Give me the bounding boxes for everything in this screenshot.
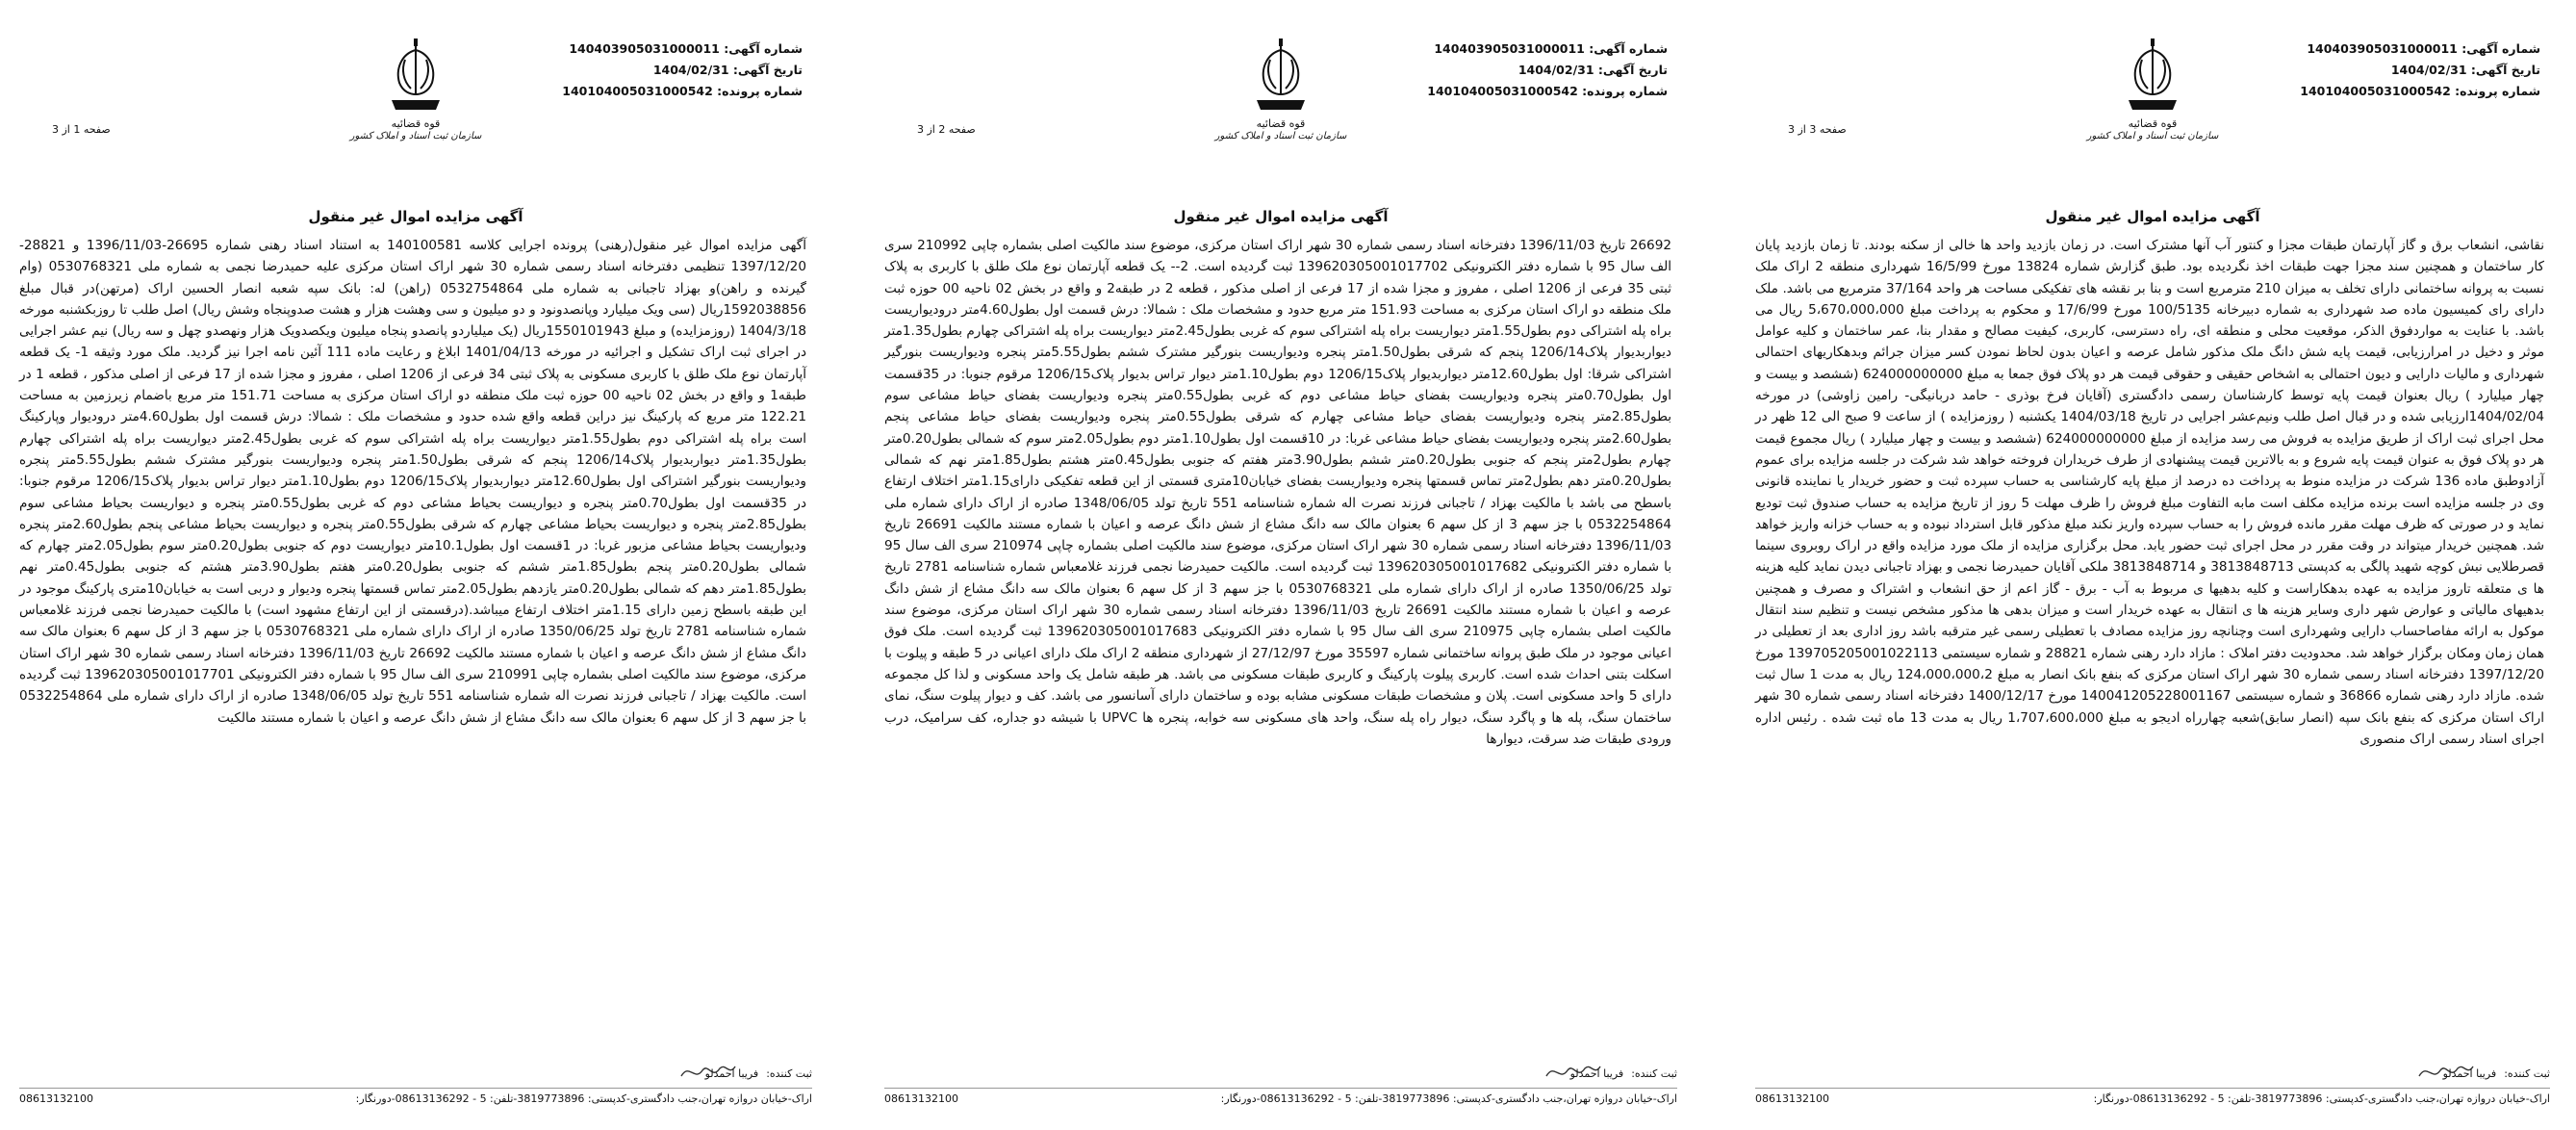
notice-number: شماره آگهی: 140403905031000011 xyxy=(2307,41,2540,56)
judiciary-label: قوه قضائیه xyxy=(391,117,441,130)
notice-body: 26692 تاریخ 1396/11/03 دفترخانه اسناد رسمی شماره 30 شهر اراک استان مرکزی، موضوع سند مالکیت اصلی بشماره چاپی 210992 سری الف سال 95 با شماره دفتر الکترونیکی 139620305001017702 ثبت گردیده است. 2-- یک قطعه آپارتمان نوع ملک طلق با کاربری به پلاک ثبتی 35 فرعی از 1206 اصلی ، مفروز و مجزا شده از 17 فرعی از اصلی مذکور ، قطعه 2 در طبقه2 و واقع در بخش 02 ناحیه 00 حوزه ثبت ملک منطقه دو اراک استان مرکزی به مساحت 151.93 متر مربع حدود و مشخصات ملک : شمالا: درش قسمت اول بطول4.60متر درودیواریست براه پله اشتراکی دوم بطول1.55متر دیواریست براه پله اشتراکی سوم که غربی بطول2.45متر دیواریست براه پله اشتراکی چهارم بطول1.35متر دیواربدیوار پلاک1206/14 پنجم که شرقی بطول1.50متر پنجره ودیواریست بنورگیر مشترک ششم بطول5.55متر پنجره ودیواریست بنورگیر اشتراکی شرقا: اول بطول12.60متر دیواربدیوار پلاک1206/15 دوم بطول1.10متر دیوار تراس بدیوار پلاک1206/15 مرقوم جنوبا: در 35قسمت اول بطول0.70متر پنجره ودیواریست بفضای حیاط مشاعی دوم که غربی بطول0.55متر پنجره ودیواریست بفضای حیاط مشاعی سوم بطول2.85متر پنجره ودیواریست بفضای حیاط مشاعی چهارم که شرقی بطول0.55متر پنجره ودیواریست بفضای حیاط مشاعی پنجم بطول2.60متر پنجره ودیواریست بفضای حیاط مشاعی غربا: در 10قسمت اول بطول1.10متر دوم بطول2.05متر سوم که شمالی بطول0.20متر چهارم بطول2متر پنجم که جنوبی بطول0.20متر ششم بطول3.90متر هفتم که جنوبی بطول0.45متر هشتم بطول1.85متر نهم که شمالی بطول0.20متر دهم بطول2متر تماس قسمتها پنجره ودیواریست بفضای خیابان10متری قسمتی از این قطعه تفکیکی دارای1.15متر اختلاف ارتفاع باسطح می باشد با مالکیت بهزاد / تاجبانی فرزند نصرت اله شماره شناسنامه 551 تاریخ تولد 1348/06/05 صادره از اراک دارای شماره ملی 0532254864 با جز سهم 3 از کل سهم 6 بعنوان مالک سه دانگ مشاع از شش دانگ عرصه و اعیان با شماره مستند مالکیت 26691 تاریخ 1396/11/03 دفترخانه اسناد رسمی شماره 30 شهر اراک استان مرکزی، موضوع سند مالکیت اصلی بشماره چاپی 210974 سری الف سال 95 با شماره دفتر الکترونیکی 139620305001017682 ثبت گردیده است. مالکیت حمیدرضا نجمی فرزند غلامعباس شماره شناسنامه 2781 تاریخ تولد 1350/06/25 صادره از اراک دارای شماره ملی 0530768321 با جز سهم 3 از کل سهم 6 بعنوان مالک سه دانگ مشاع از شش دانگ عرصه و اعیان با شماره مستند مالکیت 26691 تاریخ 1396/11/03 دفترخانه اسناد رسمی شماره 30 شهر اراک استان مرکزی، موضوع سند مالکیت اصلی بشماره چاپی 210975 سری الف سال 95 با شماره دفتر الکترونیکی 139620305001017683 ثبت گردیده است. ملک فوق اعیانی موجود در ملک طبق پروانه ساختمانی شماره 35597 مورخ 27/12/97 از شهرداری منطقه 2 اراک ملک دارای اعیانی در 5 طبقه و پیلوت با اسکلت بتنی احداث شده است. کاربری پیلوت پارکینگ و کاربری طبقات مسکونی می باشد. هر طبقه شامل یک واحد مسکونی و لذا کل مجموعه دارای 5 واحد مسکونی است. پلان و مشخصات طبقات مسکونی مشابه بوده و ساختمان دارای آسانسور می باشد. کف و دیوار پیلوت سنگ، نمای ساختمان سنگ، پله ها و پاگرد سنگ، دیوار راه پله سنگ، واحد های مسکونی سه خوابه، پنجره ها UPVC با شیشه دو جداره، کف سرامیک، درب ورودی طبقات ضد سرقت، دیوارها xyxy=(884,238,1672,747)
file-number: شماره پرونده: 140104005031000542 xyxy=(1427,84,1668,98)
notice-date: تاریخ آگهی: 1404/02/31 xyxy=(1518,63,1668,77)
notice-page-2 xyxy=(873,17,1689,1115)
page-footer xyxy=(884,1067,1677,1105)
organization-label: سازمان ثبت اسناد و املاک کشور xyxy=(349,131,482,141)
notice-title: آگهی مزایده اموال غیر منقول xyxy=(308,208,523,225)
notice-title: آگهی مزایده اموال غیر منقول xyxy=(2045,208,2260,225)
emblem-icon xyxy=(1247,37,1314,116)
office-address: اراک-خیابان دروازه تهران،جنب دادگستری-کدپستی: 3819773896-تلفن: 5 - 08613136292-دورنگار: xyxy=(2093,1092,2550,1105)
signer-label: ثبت کننده: xyxy=(1631,1067,1677,1080)
file-number: شماره پرونده: 140104005031000542 xyxy=(562,84,803,98)
judiciary-emblem xyxy=(2085,37,2220,160)
fax-number: 08613132100 xyxy=(1755,1092,1829,1105)
judiciary-label: قوه قضائیه xyxy=(2128,117,2178,130)
judiciary-emblem xyxy=(348,37,483,160)
contact-line xyxy=(884,1088,1677,1105)
page-number: صفحه 2 از 3 xyxy=(917,123,976,136)
page-header xyxy=(873,17,1689,171)
notice-meta xyxy=(562,39,803,102)
signer-row xyxy=(1755,1067,2550,1080)
notice-body: نقاشی، انشعاب برق و گاز آپارتمان طبقات مجزا و کنتور آب آنها مشترک است. در زمان بازدید واحد ها خالی از سکنه بودند. تا زمان بازدید پایان کار ساختمان و همچنین سند مجزا جهت طبقات اخذ نگردیده بود. طبق گزارش شماره 13824 مورخ 16/5/99 شهرداری منطقه 2 اراک ملک نسبت به پروانه ساختمانی دارای تخلف به میزان 210 مترمربع است و بنا بر نقشه های تفکیکی مساحت هر واحد 37/164 مترمربع می باشد. ملک دارای رای کمیسیون ماده صد شهرداری به شماره دبیرخانه 100/5135 مورخ 17/6/99 و محکوم به پرداخت مبلغ 5،670،000،000 ریال می باشد. با عنایت به مواردفوق الذکر، موقعیت محلی و منطقه ای، راه دسترسی، کاربری، کیفیت مصالح و مقدار بنا، عمر ساختمان و کلیه عوامل موثر و دخیل در امرارزیابی، قیمت پایه شش دانگ ملک مذکور شامل عرصه و اعیان بدون لحاظ نمودن کسر میزان جرائم وبدهکاریهای احتمالی شهرداری و مالیات دارایی و دیون احتمالی به اشخاص حقیقی و حقوقی قیمت هر دو پلاک فوق جمعا به مبلغ 624000000000 (ششصد و بیست و چهار میلیارد ) ریال بعنوان قیمت پایه توسط کارشناسان رسمی دادگستری (آقایان فرخ بوذری - حامد دربانیگی- رامین زاوشی) در مورخه 1404/02/04ارزیابی شده و در قبال اصل طلب ونیم‌عشر اجرایی در تاریخ 1404/03/18 یکشنبه ( روزمزایده ) از ساعت 9 صبح الی 12 ظهر در محل اجرای ثبت اراک از طریق مزایده به فروش می رسد مزایده از مبلغ 624000000000 (ششصد و بیست و چهار میلیارد ) ریال مجموع قیمت هر دو پلاک فوق به عنوان قیمت پایه شروع و به بالاترین قیمت پیشنهادی از طرف خریداران فروخته خواهد شد شرکت در جلسه مزایده برای عموم آزادوطبق ماده 136 شرکت در مزایده منوط به پرداخت ده درصد از مبلغ پایه کارشناسی به حساب سپرده ثبت و حضور خریدار یا نماینده قانونی وی در جلسه مزایده است برنده مزایده مکلف است مابه التفاوت مبلغ فروش را ظرف مهلت 5 روز از تاریخ مزایده به حساب صندوق ثبت تودیع نماید و در صورتی که ظرف مهلت مقرر مانده فروش را به حساب سپرده واریز نکند مبلغ مذکور قابل استرداد نبوده و به حساب خزانه واریز خواهد شد. همچنین خریدار میتواند در وقت مقرر در محل اجرای ثبت حضور یابد. محل برگزاری مزایده از ملک مورد مزایده واقع در اراک روبروی سینما قصرطلایی نبش کوچه شهید پالگی به کدپستی 3813848713 و 3813848714 ملکی آقایان حمیدرضا نجمی و بهزاد تاجبانی دیدن نماید کلیه هزینه ها ی متعلقه تاروز مزایده به عهده بدهکاراست و کلیه بدهیها ی مربوط به آب - برق - گاز اعم از حق انشعاب و اشتراک و مصرف و همچنین بدهیهای مالیاتی و عوارض شهر داری وسایر هزینه ها ی انتقال به عهده خریدار است و میزان بدهی ها مذکور مشخص نیست و تنظیم سند انتقال موکول به ارائه مفاصاحساب دارایی وشهرداری است وچنانچه روز مزایده مصادف با تعطیلی رسمی غیر مترقبه باشد روز اداری بعد از تعطیلی در همان زمان ومکان برگزار خواهد شد. محدودیت دفتر املاک : مازاد دارد رهنی شماره 28821 و شماره سیستمی 139705205001022113 مورخ 1397/12/20 دفترخانه اسناد رسمی شماره 30 شهر اراک استان مرکزی که بنفع بانک انصار به مبلغ 124،000،000،2 ریال به مدت 1 سال ثبت شده. مازاد دارد رهنی شماره 36866 و شماره سیستمی 140041205228001167 مورخ 1400/12/17 دفترخانه اسناد رسمی شماره 30 شهر اراک استان مرکزی که بنفع بانک سپه (انصار سابق)شعبه چهارراه ادیجو به مبلغ 1،707،600،000 ریال به مدت 13 ماه ثبت شده . رئیس اداره اجرای اسناد رسمی اراک منصوری xyxy=(1755,238,2545,747)
notice-title: آگهی مزایده اموال غیر منقول xyxy=(1173,208,1389,225)
judiciary-label: قوه قضائیه xyxy=(1256,117,1306,130)
contact-line xyxy=(19,1088,812,1105)
notice-date: تاریخ آگهی: 1404/02/31 xyxy=(652,63,803,77)
notice-body: آگهی مزایده اموال غیر منقول(رهنی) پرونده اجرایی کلاسه 140100581 به استناد اسناد رهنی شماره 26695-1396/11/03 و 28821-1397/12/20 تنظیمی دفترخانه اسناد رسمی شماره 30 شهر اراک استان مرکزی علیه حمیدرضا نجمی به شماره ملی 0530768321 (وام گیرنده و راهن)و بهزاد تاجبانی به شماره ملی 0532754864 (راهن) له: بانک سپه شعبه انصار الحسین اراک (مرتهن)در قبال مبلغ 1592038856ریال (سی ویک میلیارد وپانصدونود و دو میلیون و سی وهشت هزار و هشت صدوپنجاه وشش ریال) اصل طلب تا روزبکشنبه مورخه 1404/3/18 (روزمزایده) و مبلغ 1550101943ریال (یک میلیاردو پانصدو پنجاه میلیون ویکصدویک هزار ونهصدو چهل و سه ریال) نیم عشر اجرایی در اجرای ثبت اراک تشکیل و اجرائیه در مورخه 1401/04/13 ابلاغ و رعایت ماده 111 آئین نامه اجرا نیز گردید. ملک مورد وثیقه 1- یک قطعه آپارتمان نوع ملک طلق با کاربری مسکونی به پلاک ثبتی 34 فرعی از 1206 اصلی ، مفروز و مجزا شده از 17 فرعی از اصلی مذکور ، قطعه 1 در طبقه1 و واقع در بخش 02 ناحیه 00 حوزه ثبت ملک منطقه دو اراک استان مرکزی به مساحت 151.71 متر مربع باضمام زیرزمین به مساحت 122.21 متر مربع که پارکینگ نیز دراین قطعه واقع شده حدود و مشخصات ملک : شمالا: درش قسمت اول بطول4.60متر درودیوار وپارکینگ است براه پله اشتراکی دوم بطول1.55متر دیواریست براه پله اشتراکی سوم که غربی بطول2.45متر دیواریست براه پله اشتراکی چهارم بطول1.35متر دیواربدیوار پلاک1206/14 پنجم که شرقی بطول1.50متر پنجره ودیواریست بنورگیر مشترک ششم بطول5.55متر پنجره ودیواریست بنورگیر اشتراکی اول بطول12.60متر دیواربدیوار پلاک1206/15 دوم بطول1.10متر دیوار تراس بدیوار پلاک1206/15 مرقوم جنوبا: در 35قسمت اول بطول0.70متر پنجره و دیواریست بحیاط مشاعی دوم که غربی بطول0.55متر پنجره و دیواریست بحیاط مشاعی سوم بطول2.85متر پنجره و دیواریست بحیاط مشاعی چهارم که شرقی بطول0.55متر پنجره و دیواریست بحیاط مشاعی پنجم بطول2.60متر پنجره ودیواریست بحیاط مشاعی مزبور غربا: در 1قسمت اول بطول10.1متر دیواریست دوم که جنوبی بطول0.20متر سوم بطول2.05متر چهارم که شمالی بطول0.20متر پنجم بطول1.85متر ششم که جنوبی بطول0.20متر هفتم بطول3.90متر هشتم که جنوبی بطول0.45متر نهم بطول1.85متر دهم که شمالی بطول0.20متر یازدهم بطول2.05متر تماس قسمتها پنجره ودیوار و دربی است به خیابان10متری پارکینگ موجود در این طبقه باسطح زمین دارای 1.15متر اختلاف ارتفاع میباشد.(درقسمتی از این ارتفاع مشهود است) با مالکیت حمیدرضا نجمی فرزند غلامعباس شماره شناسنامه 2781 تاریخ تولد 1350/06/25 صادره از اراک دارای شماره ملی 0530768321 با جز سهم 3 از کل سهم 6 بعنوان مالک سه دانگ مشاع از شش دانگ عرصه و اعیان با شماره مستند مالکیت 26692 تاریخ 1396/11/03 دفترخانه اسناد رسمی شماره 30 شهر اراک استان مرکزی، موضوع سند مالکیت اصلی بشماره چاپی 210991 سری الف سال 95 با شماره دفتر الکترونیکی 139620305001017701 ثبت گردیده است. مالکیت بهزاد / تاجبانی فرزند نصرت اله شماره شناسنامه 551 تاریخ تولد 1348/06/05 صادره از اراک دارای شماره ملی 0532254864 با جز سهم 3 از کل سهم 6 بعنوان مالک سه دانگ مشاع از شش دانگ عرصه و اعیان با شماره مستند مالکیت xyxy=(19,238,807,726)
signer-name: فریبا احمدلو xyxy=(1569,1067,1624,1080)
signer-row xyxy=(19,1067,812,1080)
signer-row xyxy=(884,1067,1677,1080)
office-address: اراک-خیابان دروازه تهران،جنب دادگستری-کدپستی: 3819773896-تلفن: 5 - 08613136292-دورنگار: xyxy=(1220,1092,1677,1105)
judiciary-emblem xyxy=(1213,37,1348,160)
page-number: صفحه 1 از 3 xyxy=(52,123,111,136)
notice-number: شماره آگهی: 140403905031000011 xyxy=(569,41,803,56)
fax-number: 08613132100 xyxy=(884,1092,958,1105)
notice-meta xyxy=(2300,39,2540,102)
organization-label: سازمان ثبت اسناد و املاک کشور xyxy=(2086,131,2219,141)
signer-name: فریبا احمدلو xyxy=(2442,1067,2497,1080)
emblem-icon xyxy=(2119,37,2186,116)
page-footer xyxy=(1755,1067,2550,1105)
office-address: اراک-خیابان دروازه تهران،جنب دادگستری-کدپستی: 3819773896-تلفن: 5 - 08613136292-دورنگار: xyxy=(355,1092,812,1105)
page-footer xyxy=(19,1067,812,1105)
signer-name: فریبا احمدلو xyxy=(704,1067,759,1080)
notice-page-1 xyxy=(8,17,824,1115)
signer-label: ثبت کننده: xyxy=(766,1067,812,1080)
notice-meta xyxy=(1427,39,1668,102)
fax-number: 08613132100 xyxy=(19,1092,93,1105)
notice-page-3 xyxy=(1744,17,2562,1115)
page-header xyxy=(8,17,824,171)
notice-date: تاریخ آگهی: 1404/02/31 xyxy=(2390,63,2540,77)
organization-label: سازمان ثبت اسناد و املاک کشور xyxy=(1214,131,1347,141)
contact-line xyxy=(1755,1088,2550,1105)
page-number: صفحه 3 از 3 xyxy=(1788,123,1847,136)
page-header xyxy=(1744,17,2562,171)
notice-number: شماره آگهی: 140403905031000011 xyxy=(1434,41,1668,56)
emblem-icon xyxy=(382,37,449,116)
signer-label: ثبت کننده: xyxy=(2504,1067,2550,1080)
file-number: شماره پرونده: 140104005031000542 xyxy=(2300,84,2540,98)
